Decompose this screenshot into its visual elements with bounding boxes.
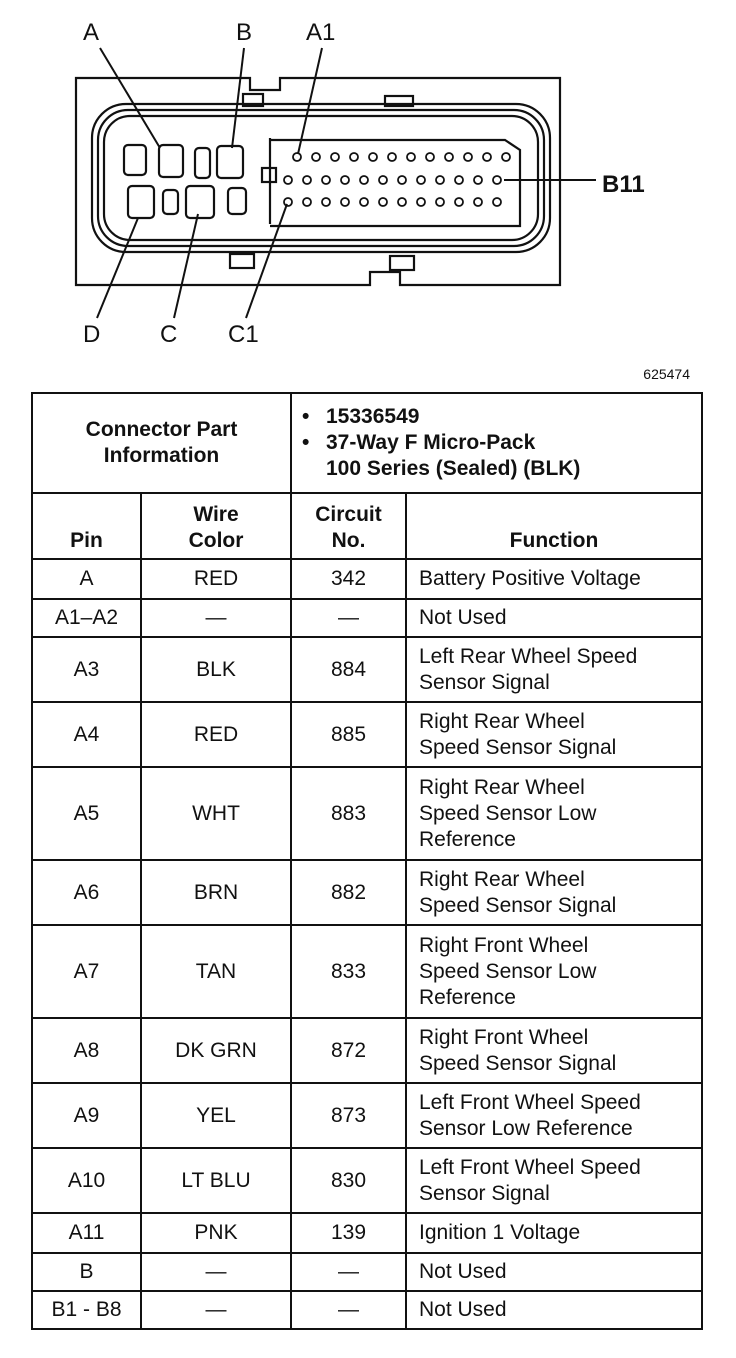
function-line: Ignition 1 Voltage [419,1221,581,1244]
pin-cell: A11 [32,1213,141,1253]
pin-cell: A6 [32,860,141,925]
circuit-cell: 833 [291,925,406,1018]
header-circuit-line2: No. [331,529,366,552]
pin-row-c [284,198,501,206]
pin-cell: B [32,1253,141,1291]
leader-c1 [246,204,287,318]
function-line: Right Front Wheel [419,1025,589,1049]
pin-cell: A9 [32,1083,141,1148]
wire-color-cell: YEL [141,1083,291,1148]
description-line2: 100 Series (Sealed) (BLK) [326,457,581,480]
function-line: Speed Sensor Low [419,801,597,825]
label-c: C [160,321,178,348]
table-row [32,860,702,925]
function-cell [406,559,702,599]
function-cell [406,599,702,637]
pin-cell: A7 [32,925,141,1018]
function-line: Sensor Low Reference [419,1116,633,1140]
label-a1: A1 [306,19,336,46]
connector-info-row [32,393,702,493]
table-row [32,925,702,1018]
function-line: Reference [419,827,516,851]
table-row [32,599,702,637]
wire-color-cell: RED [141,559,291,599]
wire-color-cell: LT BLU [141,1148,291,1213]
wire-color-cell: RED [141,702,291,767]
pin-cell: A8 [32,1018,141,1083]
label-b: B [236,19,253,46]
pin-row-a [293,153,510,161]
function-line: Speed Sensor Low [419,959,597,983]
connector-info-title-line2: Information [103,444,220,467]
leader-c [174,214,198,318]
circuit-cell: 873 [291,1083,406,1148]
function-line: Speed Sensor Signal [419,893,617,917]
function-cell [406,1083,702,1148]
leader-a [100,48,160,148]
circuit-cell: 882 [291,860,406,925]
circuit-cell: 342 [291,559,406,599]
circuit-cell: 884 [291,637,406,702]
pin-cavities [284,153,510,206]
circuit-cell: 883 [291,767,406,860]
function-line: Not Used [419,1260,507,1283]
wire-color-cell: DK GRN [141,1018,291,1083]
function-cell [406,1253,702,1291]
function-cell [406,767,702,860]
connector-info-title [32,393,291,493]
description-line1 [302,430,691,456]
circuit-cell: 830 [291,1148,406,1213]
circuit-cell: — [291,599,406,637]
wire-color-cell: TAN [141,925,291,1018]
function-cell [406,702,702,767]
circuit-cell: 139 [291,1213,406,1253]
pin-cell: A1–A2 [32,599,141,637]
header-wire-color-line2: Color [188,529,244,552]
table-row [32,1213,702,1253]
header-circuit-line1: Circuit [315,503,382,526]
label-a: A [83,19,100,46]
circuit-cell: — [291,1253,406,1291]
description-text1: 37-Way F Micro-Pack [326,431,536,454]
function-line: Sensor Signal [419,1181,550,1205]
label-c1: C1 [228,321,259,348]
function-line: Speed Sensor Signal [419,735,617,759]
function-line: Sensor Signal [419,670,550,694]
header-wire-color [141,493,291,559]
function-cell [406,860,702,925]
table-row [32,1253,702,1291]
label-d: D [83,321,101,348]
table-row [32,1148,702,1213]
part-number-line [302,404,691,430]
pin-cell: A10 [32,1148,141,1213]
circuit-cell: 872 [291,1018,406,1083]
wire-color-cell: BRN [141,860,291,925]
figure-id: 625474 [643,366,690,382]
wire-color-cell: — [141,599,291,637]
header-function: Function [406,493,702,559]
connector-table [31,392,703,1330]
wire-color-cell: WHT [141,767,291,860]
function-cell [406,925,702,1018]
connector-info-details [291,393,702,493]
function-line: Right Rear Wheel [419,709,585,733]
connector-body [76,78,560,285]
wire-color-cell: BLK [141,637,291,702]
function-line: Speed Sensor Signal [419,1051,617,1075]
pin-cell: A3 [32,637,141,702]
circuit-cell: 885 [291,702,406,767]
function-cell [406,1148,702,1213]
header-circuit [291,493,406,559]
function-line: Left Front Wheel Speed [419,1090,641,1114]
table-row [32,559,702,599]
function-line: Left Rear Wheel Speed [419,644,638,668]
pin-cell: A5 [32,767,141,860]
connector-diagram [0,0,736,360]
pin-cell: B1 - B8 [32,1291,141,1329]
table-row [32,1018,702,1083]
circuit-cell: — [291,1291,406,1329]
header-pin: Pin [32,493,141,559]
pin-cell: A4 [32,702,141,767]
function-line: Reference [419,985,516,1009]
pin-cell: A [32,559,141,599]
function-cell [406,1213,702,1253]
pin-row-b [284,176,501,184]
function-line: Right Rear Wheel [419,775,585,799]
wire-color-cell: — [141,1291,291,1329]
label-b11: B11 [602,171,645,198]
bullet: • [302,405,310,428]
table-row [32,637,702,702]
wire-color-cell: — [141,1253,291,1291]
function-line: Right Rear Wheel [419,867,585,891]
function-line: Battery Positive Voltage [419,567,641,590]
wire-color-cell: PNK [141,1213,291,1253]
function-line: Right Front Wheel [419,933,589,957]
table-row [32,767,702,860]
table-row [32,702,702,767]
table-row [32,1083,702,1148]
function-cell [406,637,702,702]
function-cell [406,1018,702,1083]
part-number: 15336549 [326,405,420,428]
connector-info-title-line1: Connector Part [85,418,238,441]
table-row [32,1291,702,1329]
header-wire-color-line1: Wire [193,503,239,526]
bullet: • [302,431,310,454]
function-line: Not Used [419,606,507,629]
function-line: Not Used [419,1298,507,1321]
function-cell [406,1291,702,1329]
function-line: Left Front Wheel Speed [419,1155,641,1179]
leader-a1 [298,48,322,154]
table-header-row [32,493,702,559]
